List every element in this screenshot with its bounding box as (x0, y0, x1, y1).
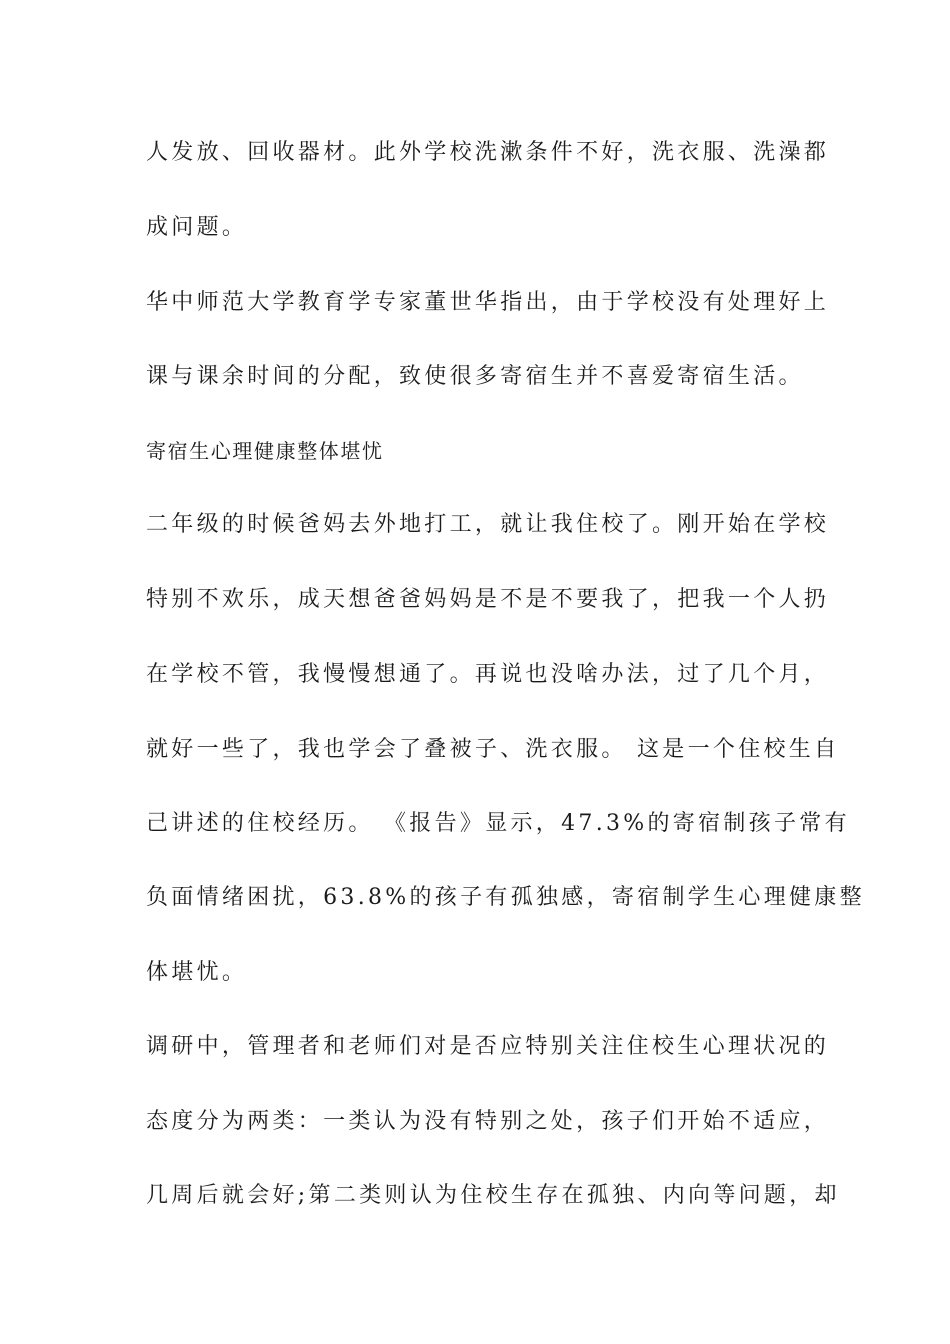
text-line-13: 调研中，管理者和老师们对是否应特别关注住校生心理状况的 (146, 1034, 830, 1059)
text-line-1: 人发放、回收器材。此外学校洗漱条件不好，洗衣服、洗澡都 (146, 140, 830, 165)
section-heading: 寄宿生心理健康整体堪忧 (146, 439, 384, 463)
text-line-14: 态度分为两类：一类认为没有特别之处，孩子们开始不适应， (146, 1109, 830, 1134)
text-line-9: 就好一些了，我也学会了叠被子、洗衣服。 这是一个住校生自 (146, 737, 840, 762)
text-line-12: 体堪忧。 (146, 960, 248, 985)
text-line-11: 负面情绪困扰，63.8%的孩子有孤独感，寄宿制学生心理健康整 (146, 885, 865, 910)
text-line-8: 在学校不管，我慢慢想通了。再说也没啥办法，过了几个月， (146, 662, 830, 687)
text-line-2: 成问题。 (146, 215, 248, 240)
text-line-6: 二年级的时候爸妈去外地打工，就让我住校了。刚开始在学校 (146, 512, 830, 537)
text-line-7: 特别不欢乐，成天想爸爸妈妈是不是不要我了，把我一个人扔 (146, 587, 830, 612)
text-line-15: 几周后就会好;第二类则认为住校生存在孤独、内向等问题，却 (146, 1183, 840, 1208)
text-line-10: 己讲述的住校经历。 《报告》显示，47.3%的寄宿制孩子常有 (146, 811, 850, 836)
text-line-4: 课与课余时间的分配，致使很多寄宿生并不喜爱寄宿生活。 (146, 364, 804, 389)
text-line-3: 华中师范大学教育学专家董世华指出，由于学校没有处理好上 (146, 290, 830, 315)
